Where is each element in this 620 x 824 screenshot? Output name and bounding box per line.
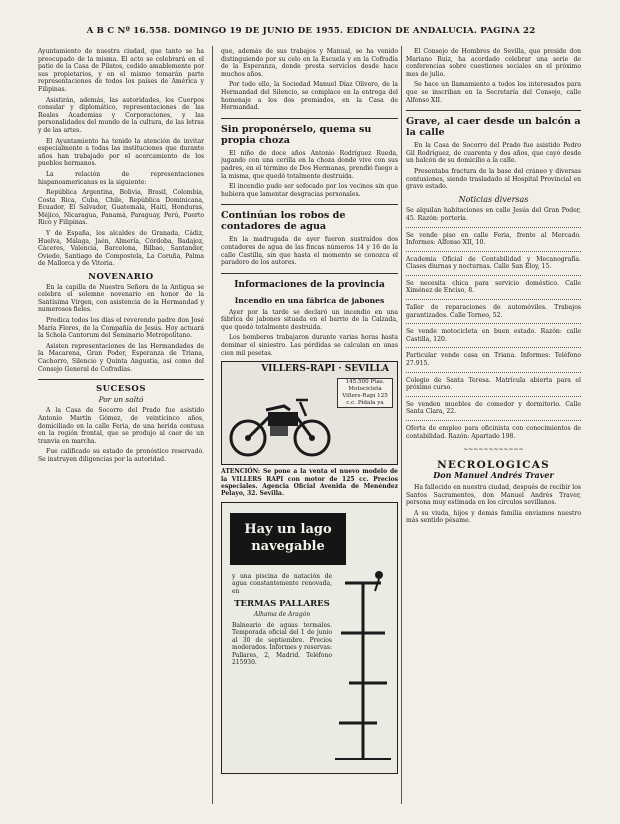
ad-body-text: y una piscina de natación de agua constantemente renovada, en: [232, 572, 332, 595]
classified-item: Oferta de empleo para oficinista con conocimientos de contabilidad. Razón: Apartado 198.: [406, 425, 581, 440]
article-headline-choza: Sin proponérselo, quema su propia choza: [221, 123, 372, 146]
divider: [221, 273, 398, 274]
paragraph: El Consejo de Hombres de Sevilla, que preside don Mariano Ruiz, ha acordado celebrar una serie de conferencias sobre cuestiones sociales en el próximo mes de julio.: [406, 48, 581, 78]
section-heading-necrologicas: NECROLOGICAS: [437, 458, 550, 471]
advertisement-motorcycle: [221, 361, 398, 465]
paragraph: El incendio pudo ser sofocado por los vecinos sin que hubiera que lamentar desgracias personales.: [221, 183, 398, 198]
paragraph: Ayuntamiento de nuestra ciudad, que tanto se ha preocupado de la misma. El acto se celebrará en el patio de la Casa de Pilatos, cedido amablemente por sus propietarios, y en el mismo tomarán parte representaciones de todos los países de América y Filipinas.: [38, 48, 204, 93]
divider: [406, 372, 581, 373]
ad-brand: TERMAS PALLARES: [234, 599, 330, 610]
classified-item: Se vende motocicleta en buen estado. Razón: calle Castilla, 120.: [406, 328, 581, 343]
section-heading-novenario: NOVENARIO: [88, 272, 154, 283]
divider: [221, 118, 398, 119]
paragraph: Predica todos los días el reverendo padre don José María Flores, de la Compañía de Jesús. Hoy actuará la Schola Cantorum del Seminario Metropolitano.: [38, 317, 204, 340]
divider: [406, 275, 581, 276]
paragraph: que, además de sus trabajos y Manual, se ha venido distinguiendo por su celo en la Escuela y en la Cofradía de la Esperanza, donde presta servicios desde hace muchos años.: [221, 48, 398, 78]
classified-item: Se venden muebles de comedor y dormitorio. Calle Santa Clara, 22.: [406, 400, 581, 416]
paragraph: En la madrugada de ayer fueron sustraídos dos contadores de agua de las fincas números 14 y 16 de la calle Castilla, sin que hasta el momento se conozca el paradero de los autores.: [221, 236, 398, 267]
classified-list: [406, 207, 581, 440]
column-rule: [212, 46, 213, 804]
divider: [406, 323, 581, 324]
divider: [221, 204, 398, 205]
section-heading-noticias: Noticias diversas: [458, 194, 529, 204]
obituary-name: Don Manuel Andrés Traver: [433, 470, 554, 481]
paragraph: República Argentina, Bolivia, Brasil, Colombia, Costa Rica, Cuba, Chile, República Dominicana, Ecuador, El Salvador, Guatemala, Haití, Honduras, Méjico, Nicaragua, Panamá, Paraguay, Perú, Puerto Rico y Filipinas.: [38, 189, 204, 227]
paragraph: El niño de doce años Antonio Rodríguez Rueda, jugando con una cerilla en la choza donde vive con sus padres, en el término de Dos Hermanas, prendió fuego a la misma, que quedó totalmente destruida.: [221, 149, 398, 180]
ad-brand: VILLERS-RAPI · SEVILLA: [261, 364, 389, 375]
classified-item: Se necesita chica para servicio doméstico. Calle Ximénez de Enciso, 8.: [406, 279, 581, 295]
paragraph: A la Casa de Socorro del Prado fue asistido Antonio Martín Gómez, de veinticinco años, domiciliado en la calle Feria, de una herida contusa en la región frontal, que se produjo al caer de un tranvía en marcha.: [38, 407, 204, 445]
article-headline-balcon: Grave, al caer desde un balcón a la calle: [406, 116, 581, 139]
article-headline-robos: Continúan los robos de contadores de agua: [221, 210, 346, 233]
ad-copy: [232, 573, 332, 666]
paragraph: En la capilla de Nuestra Señora de la Antigua se celebra el solemne novenario en honor de la Santísima Virgen, con asistencia de la Hermandad y numerosos fieles.: [38, 283, 204, 314]
divider: [406, 227, 581, 228]
ad-caption: ATENCIÓN: Se pone a la venta el nuevo modelo de la VILLERS RAPI con motor de 125 cc. Precios especiales. Agencia Oficial Avenida de Menéndez Pelayo, 32. Sevilla.: [221, 468, 398, 498]
paragraph: Por todo ello, la Sociedad Manuel Díaz Olivero, de la Hermandad del Silencio, se complace en la entrega del homenaje a los dos premiados, en la Casa de Hermandad.: [221, 81, 398, 112]
ad-headline: Hay un lago navegable: [230, 513, 346, 565]
paragraph: Asistirán, además, las autoridades, los Cuerpos consular y diplomático, representaciones de las Reales Academias y Corporaciones, y las personalidades del mundo de la cultura, de las letras y de las artes.: [38, 96, 204, 134]
divider: [406, 347, 581, 348]
section-heading-sucesos: SUCESOS: [96, 384, 146, 395]
paragraph: Presentaba fractura de la base del cráneo y diversas contusiones, siendo trasladado al Hospital Provincial en grave estado.: [406, 167, 581, 191]
paragraph: Fue calificado su estado de pronóstico reservado. Se instruyen diligencias por la autoridad.: [38, 448, 204, 463]
diving-tower-illustration-icon: [335, 563, 391, 763]
divider: [406, 251, 581, 252]
column-3: [406, 48, 581, 808]
divider: [38, 379, 204, 380]
page-header: A B C Nº 16.558. DOMINGO 19 DE JUNIO DE 1955. EDICION DE ANDALUCIA. PAGINA 22: [86, 26, 536, 36]
motorcycle-illustration-icon: [226, 382, 336, 460]
paragraph: Y de España, los alcaldes de Granada, Cádiz, Huelva, Málaga, Jaén, Almería, Córdoba, Badajoz, Cáceres, Valencia, Barcelona, Bilbao, Santander, Oviedo, Santiago de Compostela, La Coruña, Palma de Mallorca y de Vitoria.: [38, 230, 204, 268]
classified-item: Se vende piso en calle Feria, frente al Mercado. Informes: Alfonso XII, 10.: [406, 231, 581, 247]
paragraph: Se hace un llamamiento a todos los interesados para que se inscriban en la Secretaría del Consejo, calle Alfonso XII.: [406, 81, 581, 104]
paragraph: A su viuda, hijos y demás familia enviamos nuestro más sentido pésame.: [406, 509, 581, 525]
classified-item: Academia Oficial de Contabilidad y Mecanografía. Clases diurnas y nocturnas. Calle San Eloy, 15.: [406, 255, 581, 271]
divider: [406, 299, 581, 300]
paragraph: Ayer por la tarde se declaró un incendio en una fábrica de jabones situada en el barrio de la Calzada, que quedó totalmente destruida.: [221, 308, 398, 331]
paragraph: Los bomberos trabajaron durante varias horas hasta dominar el siniestro. Las pérdidas se calculan en unas cien mil pesetas.: [221, 334, 398, 357]
paragraph: La relación de representaciones hispanoamericanas es la siguiente:: [38, 170, 204, 186]
classified-item: Colegio de Santa Teresa. Matrícula abierta para el próximo curso.: [406, 376, 581, 392]
section-subheading: Por un saltó: [98, 394, 144, 404]
divider: [406, 110, 581, 111]
ad-place: Alhama de Aragón: [253, 610, 311, 618]
ad-info: Balneario de aguas termales. Temporada oficial del 1 de junio al 30 de septiembre. Precios moderados. Informes y reservas: Pallares, 2, Madrid. Teléfono 215930.: [232, 621, 332, 666]
classified-item: Particular vende casa en Triana. Informes: Teléfono 27.915.: [406, 352, 581, 368]
article-headline-incendio: Incendio en una fábrica de jabones: [234, 295, 385, 305]
column-rule: [401, 46, 402, 804]
classified-item: Taller de reparaciones de automóviles. Trabajos garantizados. Calle Torneo, 52.: [406, 304, 581, 319]
paragraph: Ha fallecido en nuestra ciudad, después de recibir los Santos Sacramentos, don Manuel Andrés Traver, persona muy estimada en los círculos sevillanos.: [406, 483, 581, 507]
advertisement-termas-pallares: [221, 502, 398, 774]
paragraph: En la Casa de Socorro del Prado fue asistido Pedro Gil Rodríguez, de cuarenta y dos años, que cayó desde un balcón de su domicilio a la calle.: [406, 142, 581, 165]
section-heading-provincia: Informaciones de la provincia: [234, 279, 385, 290]
column-2: [221, 48, 398, 808]
classified-item: Se alquilan habitaciones en calle Jesús del Gran Poder, 45. Razón: portería.: [406, 207, 581, 222]
ad-price-box: 145.500 Ptas. Motocicleta Villers-Rapi 125 c.c. Pídala ya: [337, 378, 393, 408]
column-1: [38, 48, 204, 808]
paragraph: Asisten representaciones de las Hermandades de la Macarena, Gran Poder, Esperanza de Triana, Cachorro, Silencio y Quinta Angustia, así como del Consejo General de Cofradías.: [38, 342, 204, 373]
divider: [406, 396, 581, 397]
divider: [406, 420, 581, 421]
paragraph: El Ayuntamiento ha tenido la atención de invitar especialmente a todas las instituciones que durante años han trabajado por el acercamiento de los pueblos hermanos.: [38, 137, 204, 168]
ornament-divider-icon: ~~~~~~~~~~~~: [463, 446, 524, 454]
